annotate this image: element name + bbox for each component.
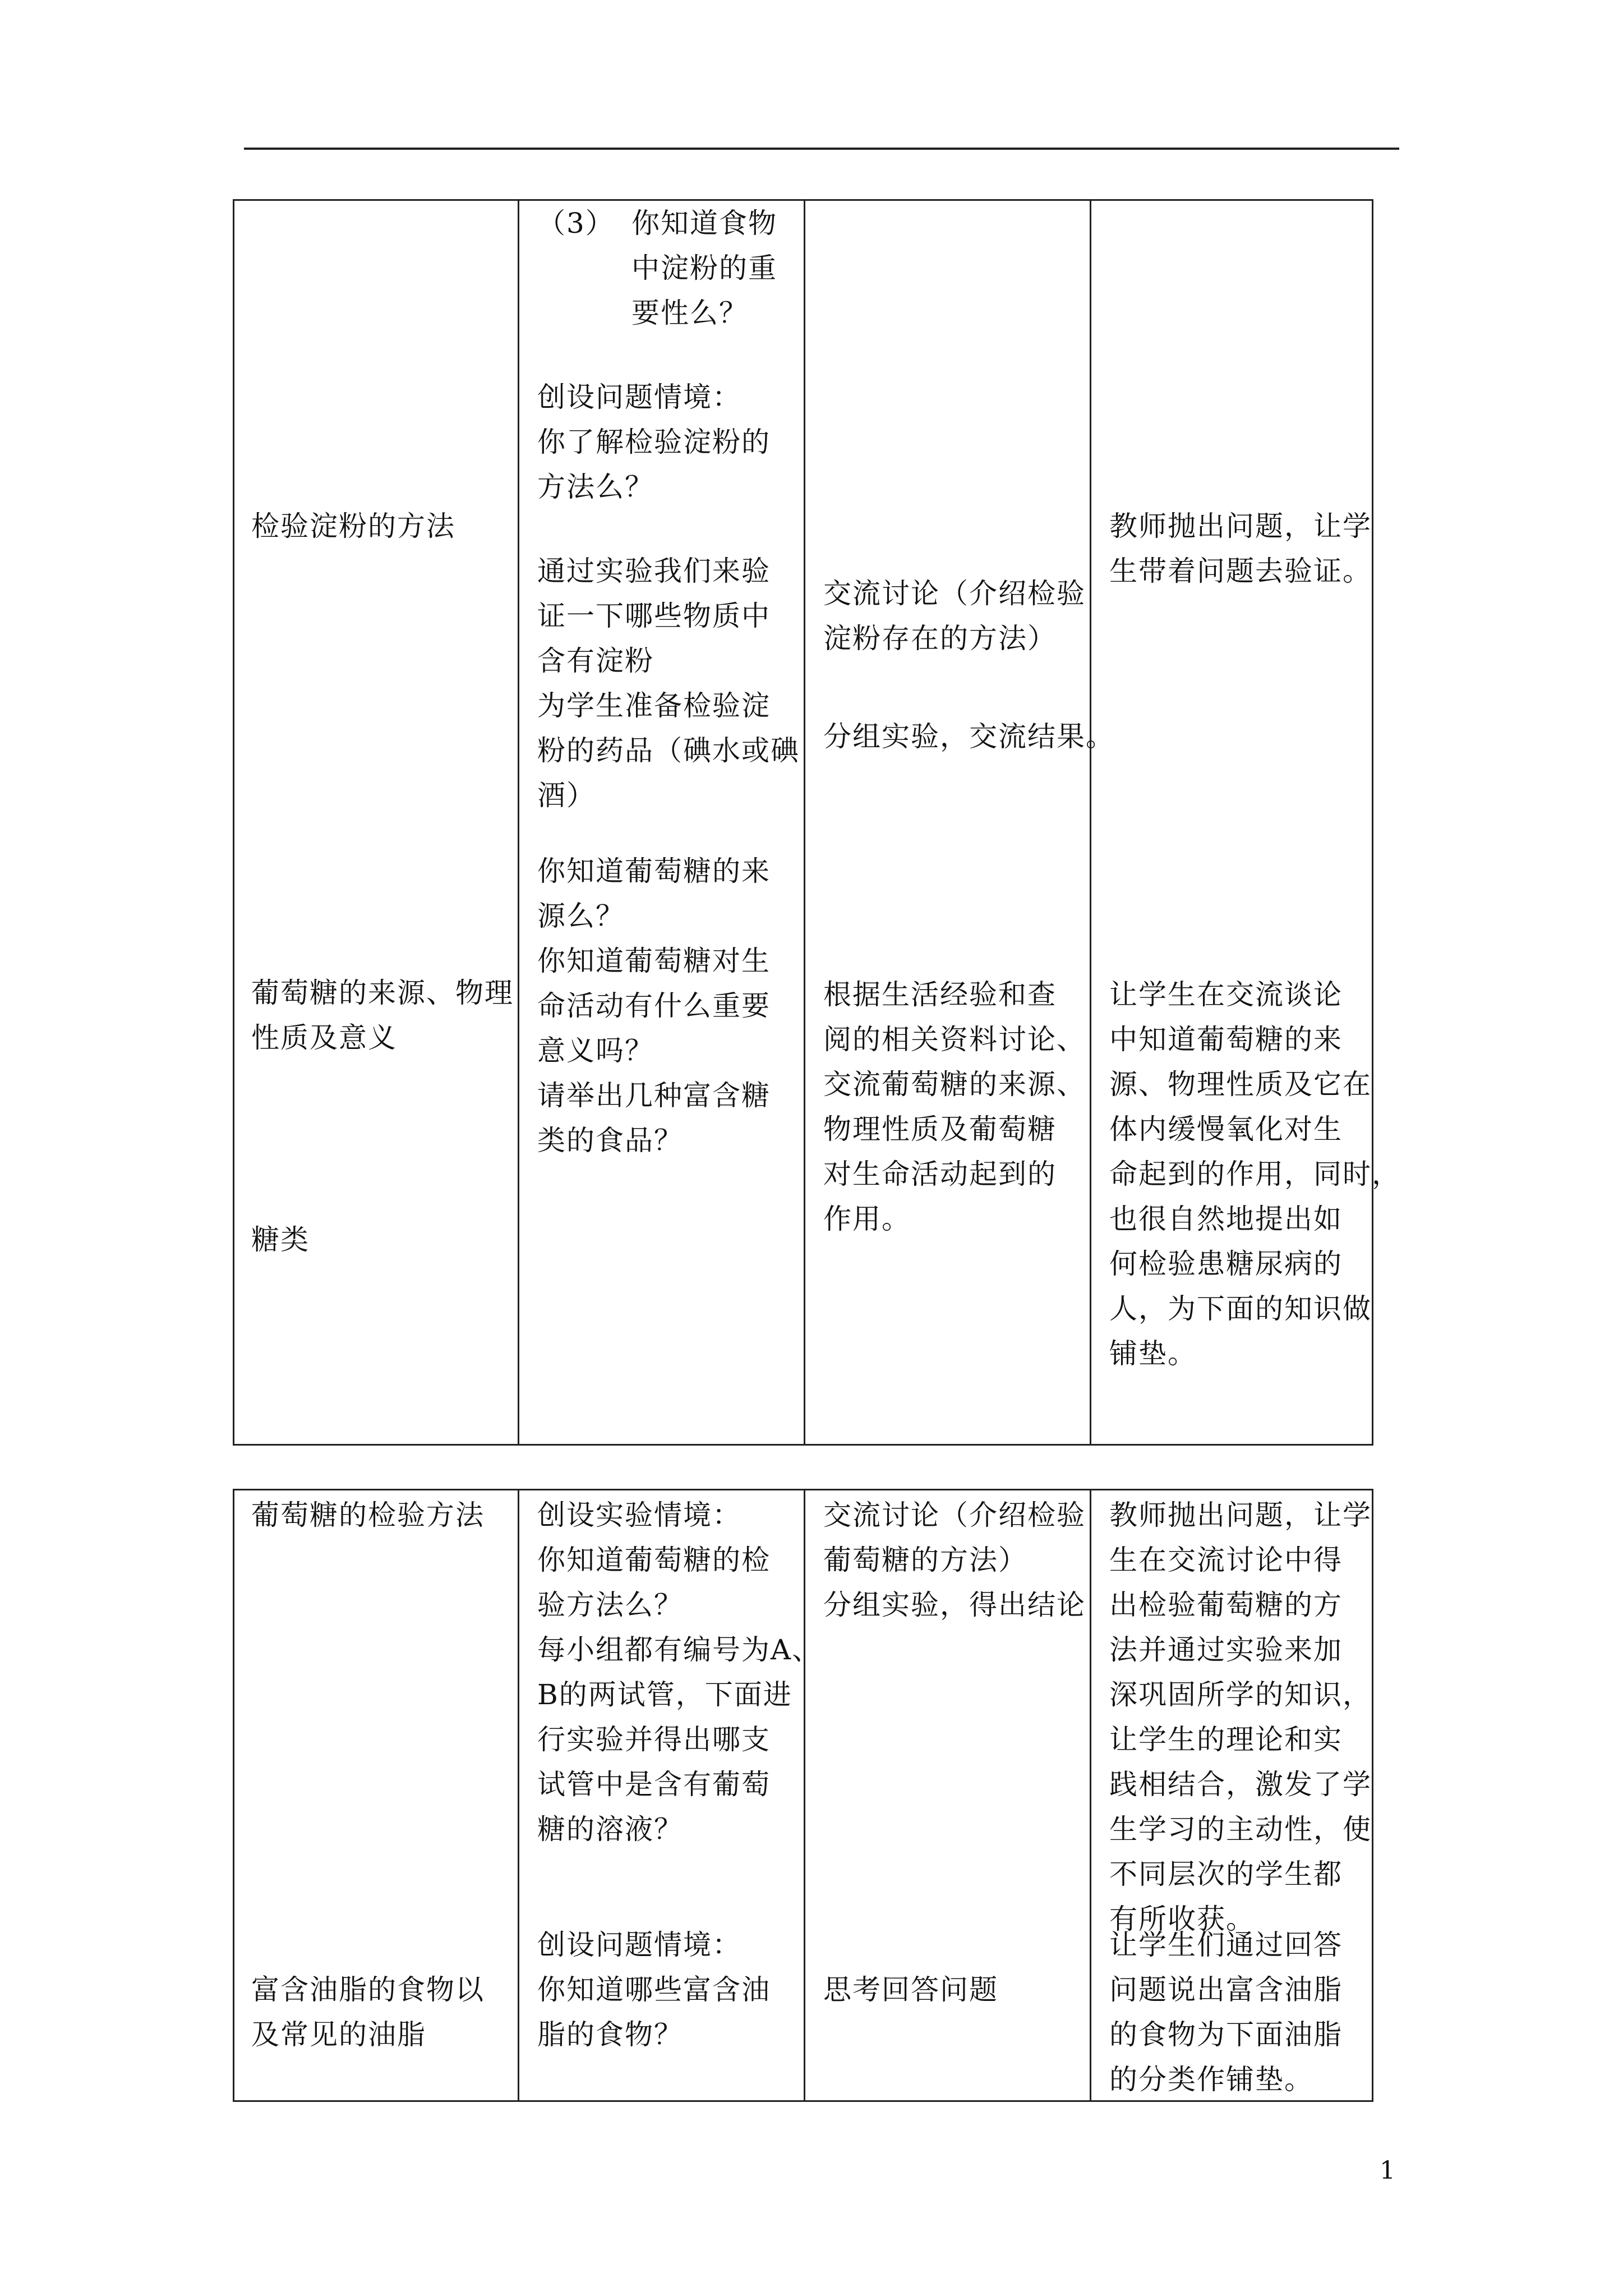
- topic-fat-line: 及常见的油脂: [251, 2018, 426, 2051]
- q3-text-line: 要性么？: [631, 297, 748, 329]
- design-intent-line: 让学生在交流谈论: [1109, 978, 1343, 1011]
- fat-question-line: 脂的食物？: [537, 2018, 683, 2051]
- design-intent-line: 也很自然地提出如: [1109, 1203, 1343, 1235]
- experiment-question-line: 验方法么？: [537, 1589, 683, 1621]
- topic-fat-line: 富含油脂的食物以: [251, 1973, 485, 2006]
- student-activity-line: 思考回答问题: [823, 1973, 998, 2006]
- glucose-question-line: 源么？: [537, 900, 625, 932]
- design-intent-line: 出检验葡萄糖的方: [1109, 1589, 1343, 1621]
- experiment-text-line: 证一下哪些物质中: [537, 600, 771, 632]
- design-intent-line: 问题说出富含油脂: [1109, 1973, 1343, 2006]
- design-intent-line: 源、物理性质及它在: [1109, 1068, 1372, 1101]
- column-divider: [1090, 1490, 1091, 2100]
- question-text-line: 你了解检验淀粉的: [537, 426, 771, 458]
- experiment-question-line: 试管中是含有葡萄: [537, 1768, 771, 1801]
- student-activity-line: 交流讨论（介绍检验: [823, 1499, 1086, 1531]
- experiment-text-line: 含有淀粉: [537, 645, 654, 677]
- design-intent-line: 有所收获。: [1109, 1903, 1255, 1935]
- glucose-question-line: 请举出几种富含糖: [537, 1079, 771, 1112]
- design-intent-line: 深巩固所学的知识，: [1109, 1678, 1372, 1711]
- design-intent-line: 生在交流讨论中得: [1109, 1544, 1343, 1576]
- experiment-question-line: 创设实验情境：: [537, 1499, 741, 1531]
- design-intent-line: 践相结合，激发了学: [1109, 1768, 1372, 1801]
- design-intent-line: 让学生的理论和实: [1109, 1723, 1343, 1756]
- column-divider: [804, 1490, 805, 2100]
- design-intent-line: 命起到的作用，同时，: [1109, 1158, 1401, 1190]
- student-activity-line: 作用。: [823, 1203, 911, 1235]
- experiment-question-line: 行实验并得出哪支: [537, 1723, 771, 1756]
- question-text-line: 创设问题情境：: [537, 381, 741, 413]
- student-activity-line: 对生命活动起到的: [823, 1158, 1057, 1190]
- design-intent-line: 体内缓慢氧化对生: [1109, 1113, 1343, 1145]
- student-activity-line: 葡萄糖的方法）: [823, 1544, 1027, 1576]
- column-divider: [804, 201, 805, 1444]
- q3-text-line: 中淀粉的重: [631, 252, 777, 284]
- experiment-question-line: 每小组都有编号为A、: [537, 1634, 822, 1666]
- design-intent-line: 铺垫。: [1109, 1337, 1197, 1370]
- question-text-line: 方法么？: [537, 471, 654, 503]
- experiment-question-line: 你知道葡萄糖的检: [537, 1544, 771, 1576]
- page-number: 1: [1380, 2156, 1395, 2185]
- topic-glucose-line-1: 葡萄糖的来源、物理: [251, 977, 514, 1009]
- q3-label: （3）: [537, 207, 615, 240]
- fat-question-line: 你知道哪些富含油: [537, 1973, 771, 2006]
- student-activity-line: 阅的相关资料讨论、: [823, 1023, 1086, 1056]
- design-intent-line: 生学习的主动性，使: [1109, 1813, 1372, 1846]
- design-intent-line: 中知道葡萄糖的来: [1109, 1023, 1343, 1056]
- topic-sugar: 糖类: [251, 1223, 310, 1256]
- design-intent-line: 生带着问题去验证。: [1109, 555, 1372, 587]
- glucose-question-line: 类的食品？: [537, 1124, 683, 1157]
- experiment-question-line: 糖的溶液？: [537, 1813, 683, 1846]
- glucose-question-line: 你知道葡萄糖对生: [537, 945, 771, 977]
- design-intent-line: 的分类作铺垫。: [1109, 2063, 1313, 2096]
- student-activity-line: 交流讨论（介绍检验: [823, 577, 1086, 610]
- design-intent-line: 法并通过实验来加: [1109, 1634, 1343, 1666]
- glucose-question-line: 命活动有什么重要: [537, 990, 771, 1022]
- student-activity-line: 物理性质及葡萄糖: [823, 1113, 1057, 1145]
- header-rule: [244, 148, 1399, 150]
- experiment-text-line: 酒）: [537, 779, 596, 812]
- student-activity-line: 根据生活经验和查: [823, 978, 1057, 1011]
- experiment-text-line: 为学生准备检验淀: [537, 689, 771, 722]
- lesson-table-1: [233, 199, 1401, 1446]
- glucose-question-line: 你知道葡萄糖的来: [537, 855, 771, 887]
- student-activity-line: 分组实验，得出结论: [823, 1589, 1086, 1621]
- experiment-text-line: 粉的药品（碘水或碘: [537, 734, 800, 767]
- column-divider: [1090, 201, 1091, 1444]
- column-divider: [518, 1490, 519, 2100]
- design-intent-line: 让学生们通过回答: [1109, 1929, 1343, 1961]
- topic-starch-test: 检验淀粉的方法: [251, 510, 455, 542]
- design-intent-line: 人，为下面的知识做: [1109, 1292, 1372, 1325]
- design-intent-line: 不同层次的学生都: [1109, 1858, 1343, 1890]
- experiment-question-line: B的两试管，下面进: [537, 1678, 792, 1711]
- design-intent-line: 的食物为下面油脂: [1109, 2018, 1343, 2051]
- lesson-table-2: [233, 1489, 1373, 2102]
- design-intent-line: 教师抛出问题，让学: [1109, 510, 1372, 542]
- student-activity-line: 分组实验，交流结果。: [823, 720, 1115, 753]
- experiment-text-line: 通过实验我们来验: [537, 555, 771, 587]
- design-intent-line: 何检验患糖尿病的: [1109, 1248, 1343, 1280]
- student-activity-line: 交流葡萄糖的来源、: [823, 1068, 1086, 1101]
- design-intent-line: 教师抛出问题，让学: [1109, 1499, 1372, 1531]
- topic-glucose-line-2: 性质及意义: [251, 1022, 397, 1054]
- column-divider: [518, 201, 519, 1444]
- glucose-question-line: 意义吗？: [537, 1034, 654, 1067]
- fat-question-line: 创设问题情境：: [537, 1929, 741, 1961]
- student-activity-line: 淀粉存在的方法）: [823, 622, 1057, 655]
- q3-text-line: 你知道食物: [631, 207, 777, 240]
- topic-glucose-test: 葡萄糖的检验方法: [251, 1499, 485, 1531]
